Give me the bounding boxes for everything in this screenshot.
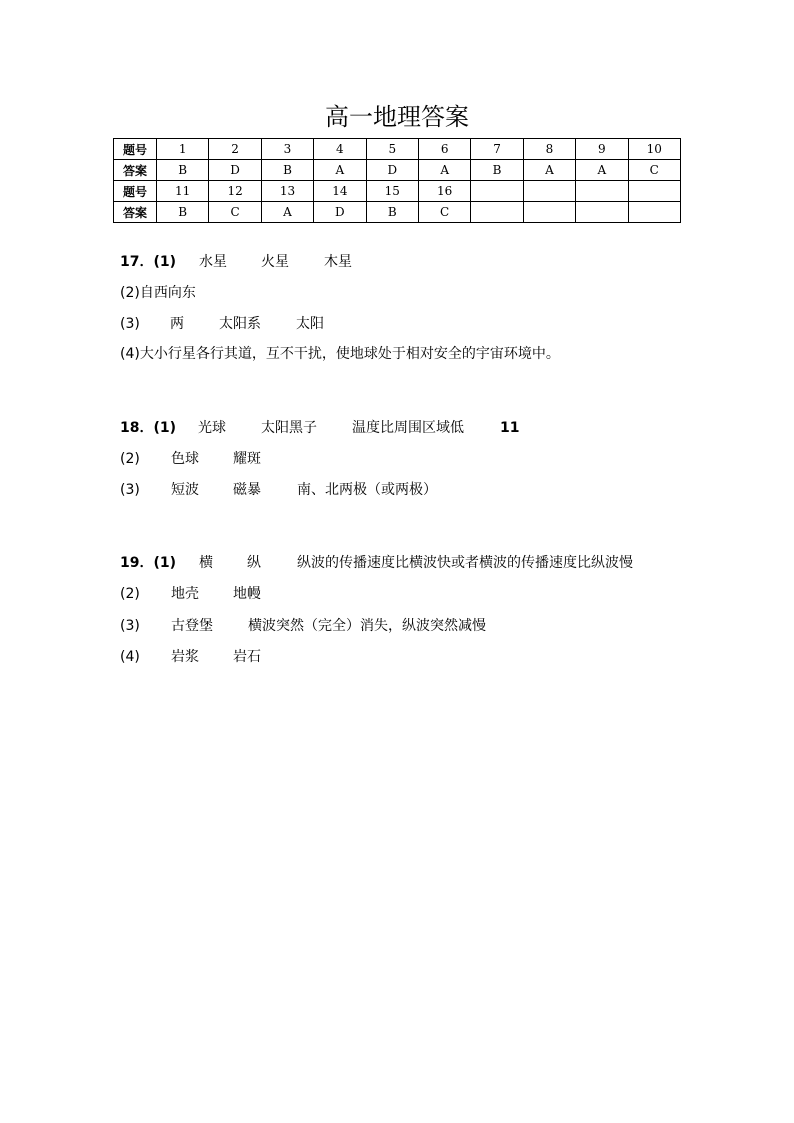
- q18-3-answer-3: 南、北两极（或两极）: [297, 482, 437, 498]
- table-cell: A: [576, 160, 628, 181]
- table-cell: A: [261, 202, 313, 223]
- q18-1-answer-1: 光球: [198, 420, 226, 436]
- table-cell: B: [471, 160, 523, 181]
- table-row-header: 题号: [114, 181, 157, 202]
- table-cell: [628, 181, 680, 202]
- table-cell: [523, 202, 575, 223]
- q19-4-answer-1: 岩浆: [171, 649, 199, 665]
- table-cell: 11: [157, 181, 209, 202]
- table-cell: C: [628, 160, 680, 181]
- table-row: [114, 202, 681, 223]
- table-cell: A: [523, 160, 575, 181]
- table-cell: 6: [418, 139, 470, 160]
- q19-3-label: (3): [120, 618, 140, 634]
- table-cell: [576, 202, 628, 223]
- table-cell: D: [209, 160, 261, 181]
- q17-3-answer-3: 太阳: [296, 316, 324, 332]
- answer-table: [113, 138, 681, 223]
- q17-2-answer: (2)自西向东: [120, 285, 196, 301]
- q19-3-answer-2: 横波突然（完全）消失，纵波突然减慢: [248, 618, 486, 634]
- q17-1-answer-1: 水星: [199, 254, 227, 270]
- table-cell: [523, 181, 575, 202]
- table-row-header: 答案: [114, 160, 157, 181]
- table-cell: 13: [261, 181, 313, 202]
- q19-2-answer-1: 地壳: [171, 586, 199, 602]
- table-cell: B: [366, 202, 418, 223]
- q19-4-answer-2: 岩石: [233, 649, 261, 665]
- q17-1-answer-3: 木星: [324, 254, 352, 270]
- q19-4-label: (4): [120, 649, 140, 665]
- q18-1-answer-3: 温度比周围区域低: [352, 420, 464, 436]
- q19-2-label: (2): [120, 586, 140, 602]
- q18-1-answer-4: 11: [500, 420, 520, 436]
- table-cell: 12: [209, 181, 261, 202]
- q19-1-answer-3: 纵波的传播速度比横波快或者横波的传播速度比纵波慢: [297, 555, 633, 571]
- q18-2-answer-2: 耀斑: [233, 451, 261, 467]
- q17-3-answer-2: 太阳系: [219, 316, 261, 332]
- table-cell: B: [157, 202, 209, 223]
- table-cell: A: [418, 160, 470, 181]
- q18-3-answer-1: 短波: [171, 482, 199, 498]
- table-cell: 10: [628, 139, 680, 160]
- table-cell: 14: [314, 181, 366, 202]
- table-row-header: 答案: [114, 202, 157, 223]
- q18-number: 18．(1): [120, 420, 177, 436]
- table-cell: [576, 181, 628, 202]
- table-cell: 4: [314, 139, 366, 160]
- table-cell: 16: [418, 181, 470, 202]
- q17-3-answer-1: 两: [170, 316, 184, 332]
- table-row-header: 题号: [114, 139, 157, 160]
- table-cell: 3: [261, 139, 313, 160]
- q17-4-answer: (4)大小行星各行其道，互不干扰，使地球处于相对安全的宇宙环境中。: [120, 346, 560, 362]
- table-cell: 2: [209, 139, 261, 160]
- table-cell: 8: [523, 139, 575, 160]
- table-cell: D: [366, 160, 418, 181]
- table-cell: 1: [157, 139, 209, 160]
- table-cell: B: [261, 160, 313, 181]
- q18-1-answer-2: 太阳黑子: [261, 420, 317, 436]
- table-cell: 15: [366, 181, 418, 202]
- page-title: 高一地理答案: [325, 103, 469, 131]
- table-cell: B: [157, 160, 209, 181]
- q19-3-answer-1: 古登堡: [171, 618, 213, 634]
- table-cell: [471, 202, 523, 223]
- q18-2-label: (2): [120, 451, 140, 467]
- table-cell: A: [314, 160, 366, 181]
- q19-number: 19．(1): [120, 555, 177, 571]
- table-cell: 7: [471, 139, 523, 160]
- q17-1-answer-2: 火星: [261, 254, 289, 270]
- table-cell: D: [314, 202, 366, 223]
- table-row: [114, 160, 681, 181]
- q18-2-answer-1: 色球: [171, 451, 199, 467]
- table-cell: 9: [576, 139, 628, 160]
- q17-number: 17．(1): [120, 254, 177, 270]
- table-cell: C: [209, 202, 261, 223]
- table-row: [114, 139, 681, 160]
- table-cell: 5: [366, 139, 418, 160]
- q19-1-answer-1: 横: [199, 555, 213, 571]
- q19-1-answer-2: 纵: [247, 555, 261, 571]
- table-cell: [628, 202, 680, 223]
- table-cell: C: [418, 202, 470, 223]
- q19-2-answer-2: 地幔: [233, 586, 261, 602]
- table-row: [114, 181, 681, 202]
- q18-3-answer-2: 磁暴: [233, 482, 261, 498]
- table-cell: [471, 181, 523, 202]
- q17-3-label: (3): [120, 316, 140, 332]
- q18-3-label: (3): [120, 482, 140, 498]
